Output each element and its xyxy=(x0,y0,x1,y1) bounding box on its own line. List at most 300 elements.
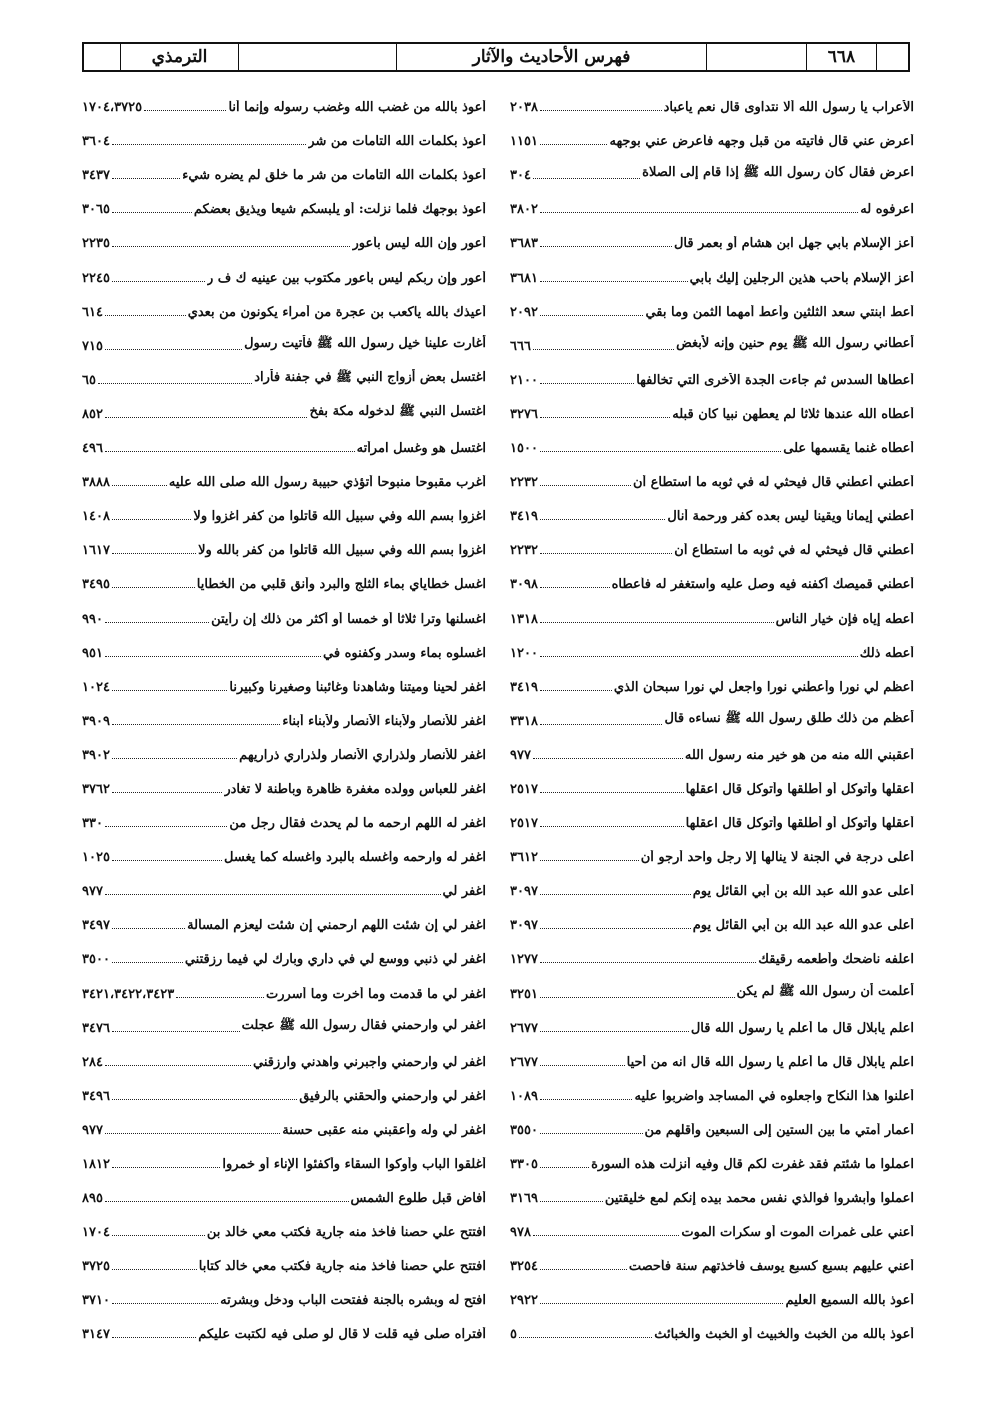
index-entry xyxy=(510,1175,914,1209)
leader-dots xyxy=(112,1303,218,1304)
entry-number: ٣٥٥٠ xyxy=(510,1122,538,1138)
leader-dots xyxy=(112,1269,197,1270)
entry-text: أعني عليهم بسبع كسبع يوسف فأخذتهم سنة فأحصت xyxy=(628,1259,914,1275)
index-entry xyxy=(82,1005,486,1039)
leader-dots xyxy=(112,962,183,963)
entry-text: اغزوا بسم الله وفي سبيل الله قاتلوا من كفر اغزوا ولا xyxy=(193,509,486,525)
leader-dots xyxy=(519,1337,652,1338)
entry-text: أعظم لي نورا وأعطني نورا واجعل لي نورا سبحان الذي xyxy=(613,679,914,695)
leader-dots xyxy=(540,1167,589,1168)
leader-dots xyxy=(533,178,640,179)
index-entry xyxy=(82,391,486,425)
leader-dots xyxy=(540,246,672,247)
entry-number: ٥ xyxy=(510,1327,517,1343)
leader-dots xyxy=(144,110,226,111)
entry-number: ٣٦١٢ xyxy=(510,850,538,866)
entry-number: ٩٥١ xyxy=(82,645,103,661)
entry-number: ٣٢٧٦ xyxy=(510,406,538,422)
index-entry xyxy=(510,84,914,118)
header-blank-cell xyxy=(706,44,806,70)
leader-dots xyxy=(105,417,308,418)
leader-dots xyxy=(540,1269,627,1270)
leader-dots xyxy=(540,315,644,316)
entry-text: اغفر لي ما قدمت وما أخرت وما أسررت xyxy=(266,986,486,1002)
index-entry xyxy=(82,289,486,323)
index-entry xyxy=(510,323,914,357)
index-entry xyxy=(82,1243,486,1277)
entry-number: ٣٢٥٤ xyxy=(510,1259,538,1275)
entry-number: ٢٢٤٥ xyxy=(82,270,110,286)
leader-dots xyxy=(112,1099,297,1100)
leader-dots xyxy=(112,928,185,929)
entry-text: أعلى درجة في الجنة لا ينالها إلا رجل واحد أرجو أن xyxy=(640,850,914,866)
entry-number: ٣٤١٩ xyxy=(510,679,538,695)
entry-text: أعوذ بكلمات الله التامات من شر ما خلق لم يضره شيء xyxy=(182,168,486,184)
leader-dots xyxy=(540,212,858,213)
leader-dots xyxy=(540,553,672,554)
entry-text: أعطاها السدس ثم جاءت الجدة الأخرى التي تخالفها xyxy=(636,372,914,388)
index-entry xyxy=(82,936,486,970)
entry-text: اغفر للأنصار ولأبناء الأنصار ولأبناء أبناء xyxy=(282,713,486,729)
entry-number: ٣٦٨١ xyxy=(510,270,538,286)
entry-text: أعطه ذلك xyxy=(859,645,914,661)
entry-text: اغفر للأنصار ولذراري الأنصار ولذراري ذراريهم xyxy=(239,747,486,763)
index-entry xyxy=(82,664,486,698)
entry-text: اعملوا وأبشروا فوالذي نفس محمد بيده إنكم لمع خليقتين xyxy=(604,1191,914,1207)
index-entry xyxy=(510,868,914,902)
leader-dots xyxy=(540,928,691,929)
entry-number: ٣٣٠ xyxy=(82,816,103,832)
index-entry xyxy=(82,868,486,902)
entry-text: أعلنوا هذا النكاح واجعلوه في المساجد واضربوا عليه xyxy=(634,1088,914,1104)
index-entry xyxy=(510,664,914,698)
index-entry xyxy=(510,186,914,220)
leader-dots xyxy=(105,349,242,350)
index-entry xyxy=(82,323,486,357)
leader-dots xyxy=(112,178,180,179)
index-entry xyxy=(510,220,914,254)
header-blank-cell xyxy=(876,44,908,70)
entry-text: أعلى عدو الله عبد الله بن أبي القائل يوم xyxy=(692,884,914,900)
entry-text: اعلم يابلال قال ما أعلم يا رسول الله قال xyxy=(690,1020,914,1036)
index-entry xyxy=(510,1243,914,1277)
entry-text: اغفر للعباس وولده مغفرة ظاهرة وباطنة لا تغادر xyxy=(224,781,486,797)
entry-number: ٢٢٣٥ xyxy=(82,236,110,252)
leader-dots xyxy=(112,1031,240,1032)
entry-text: أعوذ بالله السميع العليم xyxy=(785,1293,914,1309)
index-entry xyxy=(82,1175,486,1209)
leader-dots xyxy=(105,315,186,316)
leader-dots xyxy=(540,417,670,418)
entry-number: ٢٠٣٨ xyxy=(510,100,538,116)
entry-number: ٣١٦٩ xyxy=(510,1191,538,1207)
entry-number: ١٢٠٠ xyxy=(510,645,538,661)
entry-text: أعقلها وأتوكل أو أطلقها وأتوكل قال اعقلها xyxy=(685,816,914,832)
entry-number: ٣٠٩٨ xyxy=(510,577,538,593)
leader-dots xyxy=(176,997,264,998)
entry-number: ٩٧٨ xyxy=(510,1225,531,1241)
book-name: الترمذي xyxy=(120,44,238,70)
leader-dots xyxy=(540,724,663,725)
entry-text: أعرض عني قال فأتيته من قبل وجهه فأعرض عني بوجهه xyxy=(609,134,914,150)
leader-dots xyxy=(540,1065,625,1066)
entry-text: افتتح علي حصنا فأخذ منه جارية فكتب معي خالد بن xyxy=(206,1225,486,1241)
entry-text: اغفر لي وارحمني وألحقني بالرفيق xyxy=(299,1088,486,1104)
index-entry xyxy=(510,630,914,664)
entry-text: أعقبني الله منه من هو خير منه رسول الله xyxy=(684,747,914,763)
entry-text: اعرض فقال كان رسول الله ﷺ إذا قام إلى الصلاة xyxy=(642,165,914,181)
leader-dots xyxy=(540,1201,603,1202)
leader-dots xyxy=(112,144,306,145)
right-column xyxy=(510,84,914,1345)
index-entry xyxy=(510,118,914,152)
entry-text: اغفر لي ذنبي ووسع لي في داري وبارك لي فيما رزقتني xyxy=(184,952,486,968)
leader-dots xyxy=(540,451,781,452)
index-entry xyxy=(82,118,486,152)
index-entry xyxy=(82,527,486,561)
entry-text: أعور وإن ربكم ليس بأعور مكتوب بين عينيه ك ف ر xyxy=(207,270,486,286)
index-entry xyxy=(82,630,486,664)
entry-number: ١٧٠٤ xyxy=(82,1225,110,1241)
entry-text: أعطني قال فيحثي له في ثوبه ما استطاع أن xyxy=(674,543,914,559)
index-entry xyxy=(510,970,914,1004)
leader-dots xyxy=(112,519,191,520)
index-entry xyxy=(82,834,486,868)
entry-text: أغارت علينا خيل رسول الله ﷺ فأتيت رسول xyxy=(244,335,486,351)
entry-number: ٣٧١٠ xyxy=(82,1293,110,1309)
entry-number: ١١٥١ xyxy=(510,134,538,150)
entry-text: أعز الإسلام بأحب هذين الرجلين إليك بأبي xyxy=(689,270,914,286)
index-entry xyxy=(82,152,486,186)
entry-text: اعلفه ناضحك وأطعمه رقيقك xyxy=(758,952,914,968)
entry-text: اغفر له اللهم ارحمه ما لم يحدث فقال رجل من xyxy=(229,816,486,832)
leader-dots xyxy=(112,724,280,725)
entry-text: أعوذ بكلمات الله التامات من شر xyxy=(308,134,486,150)
entry-number: ٩٩٠ xyxy=(82,611,103,627)
entry-text: اغفر له وارحمه واغسله بالبرد واغسله كما يغسل xyxy=(224,850,486,866)
entry-number: ١٠٢٥ xyxy=(82,850,110,866)
entry-number: ٢٩٢٢ xyxy=(510,1293,538,1309)
entry-text: اغفر لي إن شئت اللهم ارحمني إن شئت ليعزم المسألة xyxy=(187,918,486,934)
entry-text: أعيذك بالله ياكعب بن عجرة من أمراء يكونون من بعدي xyxy=(187,304,486,320)
page-number: ٦٦٨ xyxy=(806,44,876,70)
index-entry xyxy=(510,425,914,459)
entry-number: ٣٧٢٥ xyxy=(82,1259,110,1275)
entry-number: ٢٠٩٢ xyxy=(510,304,538,320)
entry-number: ٣٢٥١ xyxy=(510,986,538,1002)
entry-text: اعرفوه له xyxy=(860,202,914,218)
leader-dots xyxy=(112,485,167,486)
leader-dots xyxy=(105,1133,280,1134)
entry-text: اعلم يابلال قال ما أعلم يا رسول الله قال انه من أحيا xyxy=(626,1054,914,1070)
entry-number: ٨٥٢ xyxy=(82,406,103,422)
index-entry xyxy=(82,459,486,493)
entry-number: ٢٢٣٢ xyxy=(510,475,538,491)
index-entry xyxy=(510,561,914,595)
entry-number: ٣٤٩٧ xyxy=(82,918,110,934)
index-entry xyxy=(82,1107,486,1141)
index-entry xyxy=(82,561,486,595)
entry-number: ٣٦٨٣ xyxy=(510,236,538,252)
entry-number: ٣٠٩٧ xyxy=(510,884,538,900)
entry-text: أغرب مقبوحا منبوحا أتؤذي حبيبة رسول الله صلى الله عليه xyxy=(168,475,486,491)
index-entry xyxy=(82,1311,486,1345)
leader-dots xyxy=(105,894,441,895)
entry-number: ٣٩٠٢ xyxy=(82,747,110,763)
leader-dots xyxy=(533,758,683,759)
entry-text: أعطه إياه فإن خيار الناس xyxy=(775,611,914,627)
index-entry xyxy=(510,527,914,561)
leader-dots xyxy=(540,997,735,998)
entry-text: اعملوا ما شئتم فقد غفرت لكم قال وفيه أنزلت هذه السورة xyxy=(591,1157,914,1172)
leader-dots xyxy=(105,451,355,452)
leader-dots xyxy=(540,144,608,145)
leader-dots xyxy=(105,1201,349,1202)
leader-dots xyxy=(112,792,222,793)
entry-text: اغفر لي وله وأعقبني منه عقبى حسنة xyxy=(282,1122,486,1138)
entry-number: ٣٤٩٥ xyxy=(82,577,110,593)
entry-text: أعلى عدو الله عبد الله بن أبي القائل يوم xyxy=(692,918,914,934)
entry-text: أعمار أمتي ما بين الستين إلى السبعين وأقلهم من xyxy=(644,1122,914,1138)
entry-text: أعوذ بالله من غضب الله وغضب رسوله وإنما أنا xyxy=(228,100,486,116)
entry-number: ٧١٥ xyxy=(82,338,103,354)
leader-dots xyxy=(533,349,674,350)
index-entry xyxy=(510,698,914,732)
index-entry xyxy=(82,1073,486,1107)
leader-dots xyxy=(112,587,195,588)
index-entry xyxy=(510,766,914,800)
entry-number: ٢٢٣٢ xyxy=(510,543,538,559)
index-entry xyxy=(510,459,914,493)
leader-dots xyxy=(540,485,631,486)
leader-dots xyxy=(540,792,684,793)
leader-dots xyxy=(540,690,612,691)
leader-dots xyxy=(112,860,222,861)
index-entry xyxy=(82,595,486,629)
entry-number: ٣٩٠٩ xyxy=(82,713,110,729)
entry-number: ٢٦٧٧ xyxy=(510,1054,538,1070)
entry-number: ٣١٤٧ xyxy=(82,1327,110,1343)
entry-number: ٣٦٠٤ xyxy=(82,134,110,150)
entry-number: ٣٤٩٦ xyxy=(82,1088,110,1104)
entry-number: ٨٩٥ xyxy=(82,1191,103,1207)
entry-text: أعطاني رسول الله ﷺ يوم حنين وإنه لأبغض xyxy=(676,335,914,351)
entry-text: أعقلها وأتوكل أو أطلقها وأتوكل قال اعقلها xyxy=(685,781,914,797)
index-entry xyxy=(510,1141,914,1175)
index-entry xyxy=(82,425,486,459)
entry-number: ٣٤٧٦ xyxy=(82,1020,110,1036)
entry-number: ٦٥ xyxy=(82,372,96,388)
page-header xyxy=(82,42,910,72)
leader-dots xyxy=(540,656,858,657)
entry-text: أعوذ بالله من الخبث والخبيث أو الخبث والخبائث xyxy=(654,1327,914,1343)
index-entry xyxy=(82,800,486,834)
entry-number: ٣٠٦٥ xyxy=(82,202,110,218)
index-entry xyxy=(510,1073,914,1107)
leader-dots xyxy=(540,826,684,827)
index-entry xyxy=(510,732,914,766)
header-blank-cell xyxy=(84,44,120,70)
entry-text: أعطني إيمانا ويقينا ليس بعده كفر ورحمة أنال xyxy=(667,509,914,525)
entry-text: اغتسل هو وغسل امرأته xyxy=(356,441,486,457)
index-entry xyxy=(82,1039,486,1073)
entry-number: ٦٦٦ xyxy=(510,338,531,354)
index-entry xyxy=(510,1005,914,1039)
entry-number: ١٥٠٠ xyxy=(510,441,538,457)
index-entry xyxy=(82,84,486,118)
entry-number: ٩٧٧ xyxy=(82,884,103,900)
entry-text: اغفر لي xyxy=(442,884,486,900)
index-entry xyxy=(82,220,486,254)
index-entry xyxy=(510,902,914,936)
leader-dots xyxy=(112,1235,205,1236)
leader-dots xyxy=(112,246,351,247)
index-entry xyxy=(510,800,914,834)
index-entry xyxy=(510,493,914,527)
entry-number: ١٢٧٧ xyxy=(510,952,538,968)
entry-text: أعوذ بوجهك فلما نزلت: أو يلبسكم شيعا ويذيق بعضكم xyxy=(193,202,486,218)
leader-dots xyxy=(540,1099,633,1100)
index-entry xyxy=(510,1039,914,1073)
entry-number: ١٠٢٤ xyxy=(82,679,110,695)
leader-dots xyxy=(105,1065,251,1066)
leader-dots xyxy=(540,1303,784,1304)
index-entry xyxy=(82,902,486,936)
index-entry xyxy=(82,766,486,800)
leader-dots xyxy=(540,281,688,282)
entry-text: أفتراه صلى فيه قلت لا قال لو صلى فيه لكتبت عليكم xyxy=(198,1327,486,1343)
leader-dots xyxy=(540,860,639,861)
entry-number: ٣٠٩٧ xyxy=(510,918,538,934)
entry-text: أعني على غمرات الموت أو سكرات الموت xyxy=(681,1225,914,1241)
index-entry xyxy=(510,834,914,868)
leader-dots xyxy=(540,1031,689,1032)
entry-number: ١٣١٨ xyxy=(510,611,538,627)
entry-text: اغسلنها وترا ثلاثا أو خمسا أو أكثر من ذلك إن رأيتن xyxy=(211,611,486,627)
page-title: فهرس الأحاديث والآثار xyxy=(396,44,706,70)
index-entry xyxy=(82,732,486,766)
entry-text: الأعراب يا رسول الله ألا نتداوى قال نعم ياعباد xyxy=(663,100,914,116)
leader-dots xyxy=(540,110,662,111)
entry-text: أعز الإسلام بأبي جهل ابن هشام أو بعمر قال xyxy=(673,236,914,252)
entry-text: أعطاه الله عندها ثلاثا لم يعطهن نبيا كان قبله xyxy=(672,406,914,422)
index-entry xyxy=(82,698,486,732)
entry-text: اغفر لحينا وميتنا وشاهدنا وغائبنا وصغيرنا وكبيرنا xyxy=(229,679,486,695)
index-entry xyxy=(82,1209,486,1243)
leader-dots xyxy=(533,1235,679,1236)
entry-number: ٣٣٠٥ xyxy=(510,1157,538,1172)
index-entry xyxy=(82,1141,486,1175)
index-entry xyxy=(82,254,486,288)
entry-text: افتح له وبشره بالجنة ففتحت الباب ودخل وبشرته xyxy=(220,1293,486,1309)
index-entry xyxy=(510,357,914,391)
leader-dots xyxy=(540,383,634,384)
leader-dots xyxy=(540,962,756,963)
index-entry xyxy=(82,1277,486,1311)
leader-dots xyxy=(540,622,774,623)
entry-number: ٣٣١٨ xyxy=(510,713,538,729)
left-column xyxy=(82,84,486,1345)
entry-text: أفاض قبل طلوع الشمس xyxy=(350,1191,486,1207)
leader-dots xyxy=(112,553,196,554)
entry-text: اغسلوه بماء وسدر وكفنوه في xyxy=(323,645,486,661)
index-entry xyxy=(510,936,914,970)
entry-number: ٣٤١٩ xyxy=(510,509,538,525)
entry-number: ٣٠٤ xyxy=(510,168,531,184)
leader-dots xyxy=(112,281,205,282)
index-entry xyxy=(82,186,486,220)
entry-number: ٤٩٦ xyxy=(82,441,103,457)
leader-dots xyxy=(112,212,192,213)
entry-text: اغفر لي وارحمني فقال رسول الله ﷺ عجلت xyxy=(241,1017,486,1033)
entry-number: ١٦١٧ xyxy=(82,543,110,559)
entry-number: ٢٥١٧ xyxy=(510,781,538,797)
entry-text: أعطني قميصك أكفنه فيه وصل عليه واستغفر له فأعطاه xyxy=(611,577,914,593)
index-entry xyxy=(82,357,486,391)
entry-number: ٩٧٧ xyxy=(510,747,531,763)
index-entry xyxy=(510,289,914,323)
leader-dots xyxy=(98,383,252,384)
entry-text: اغزوا بسم الله وفي سبيل الله قاتلوا من كفر بالله ولا xyxy=(198,543,486,559)
entry-number: ٩٧٧ xyxy=(82,1122,103,1138)
leader-dots xyxy=(105,656,321,657)
entry-number: ٣٤٢١،٣٤٢٢،٣٤٢٣ xyxy=(82,986,175,1002)
index-entry xyxy=(82,970,486,1004)
entry-number: ٢٥١٧ xyxy=(510,816,538,832)
entry-number: ٣٤٣٧ xyxy=(82,168,110,184)
entry-number: ١٧٠٤،٣٧٢٥ xyxy=(82,100,143,116)
index-entry xyxy=(510,152,914,186)
index-entry xyxy=(510,254,914,288)
leader-dots xyxy=(540,1133,643,1134)
entry-number: ١٨١٢ xyxy=(82,1157,110,1172)
entry-number: ٣٧٦٢ xyxy=(82,781,110,797)
entry-text: اغسل خطاياي بماء الثلج والبرد وأنق قلبي من الخطايا xyxy=(196,577,486,593)
entry-text: أعطني أعطني قال فيحثي له في ثوبه ما استطاع أن xyxy=(632,475,914,491)
entry-number: ١٤٠٨ xyxy=(82,509,110,525)
entry-text: اغتسل النبي ﷺ لدخوله مكة بفخ xyxy=(309,403,486,419)
index-entry xyxy=(510,1209,914,1243)
entry-text: اغفر لي وارحمني واجبرني واهدني وارزقني xyxy=(253,1054,486,1070)
entry-text: أعلمت أن رسول الله ﷺ لم يكن xyxy=(736,983,914,999)
leader-dots xyxy=(112,1337,196,1338)
entry-text: أعط ابنتي سعد الثلثين وأعط أمهما الثمن وما بقي xyxy=(645,304,914,320)
leader-dots xyxy=(112,1167,220,1168)
index-entry xyxy=(510,1311,914,1345)
entry-number: ٣٨٨٨ xyxy=(82,475,110,491)
entry-text: أغلقوا الباب وأوكوا السقاء وأكفئوا الإناء أو خمروا xyxy=(222,1157,486,1172)
index-entry xyxy=(510,1107,914,1141)
entry-number: ٢١٠٠ xyxy=(510,372,538,388)
index-entry xyxy=(510,1277,914,1311)
leader-dots xyxy=(540,519,665,520)
entry-text: أعطاه غنما يقسمها على xyxy=(783,441,914,457)
entry-number: ٢٨٤ xyxy=(82,1054,103,1070)
header-blank-cell xyxy=(238,44,396,70)
entry-number: ٢٦٧٧ xyxy=(510,1020,538,1036)
entry-text: أعور وإن الله ليس بأعور xyxy=(352,236,486,252)
leader-dots xyxy=(105,622,209,623)
leader-dots xyxy=(540,894,691,895)
index-entry xyxy=(510,391,914,425)
index-entry xyxy=(510,595,914,629)
leader-dots xyxy=(112,758,237,759)
entry-number: ٣٥٠٠ xyxy=(82,952,110,968)
entry-text: افتتح علي حصنا فأخذ منه جارية فكتب معي خالد كتابا xyxy=(198,1259,486,1275)
leader-dots xyxy=(112,690,227,691)
index-entry xyxy=(82,493,486,527)
entry-number: ١٠٨٩ xyxy=(510,1088,538,1104)
